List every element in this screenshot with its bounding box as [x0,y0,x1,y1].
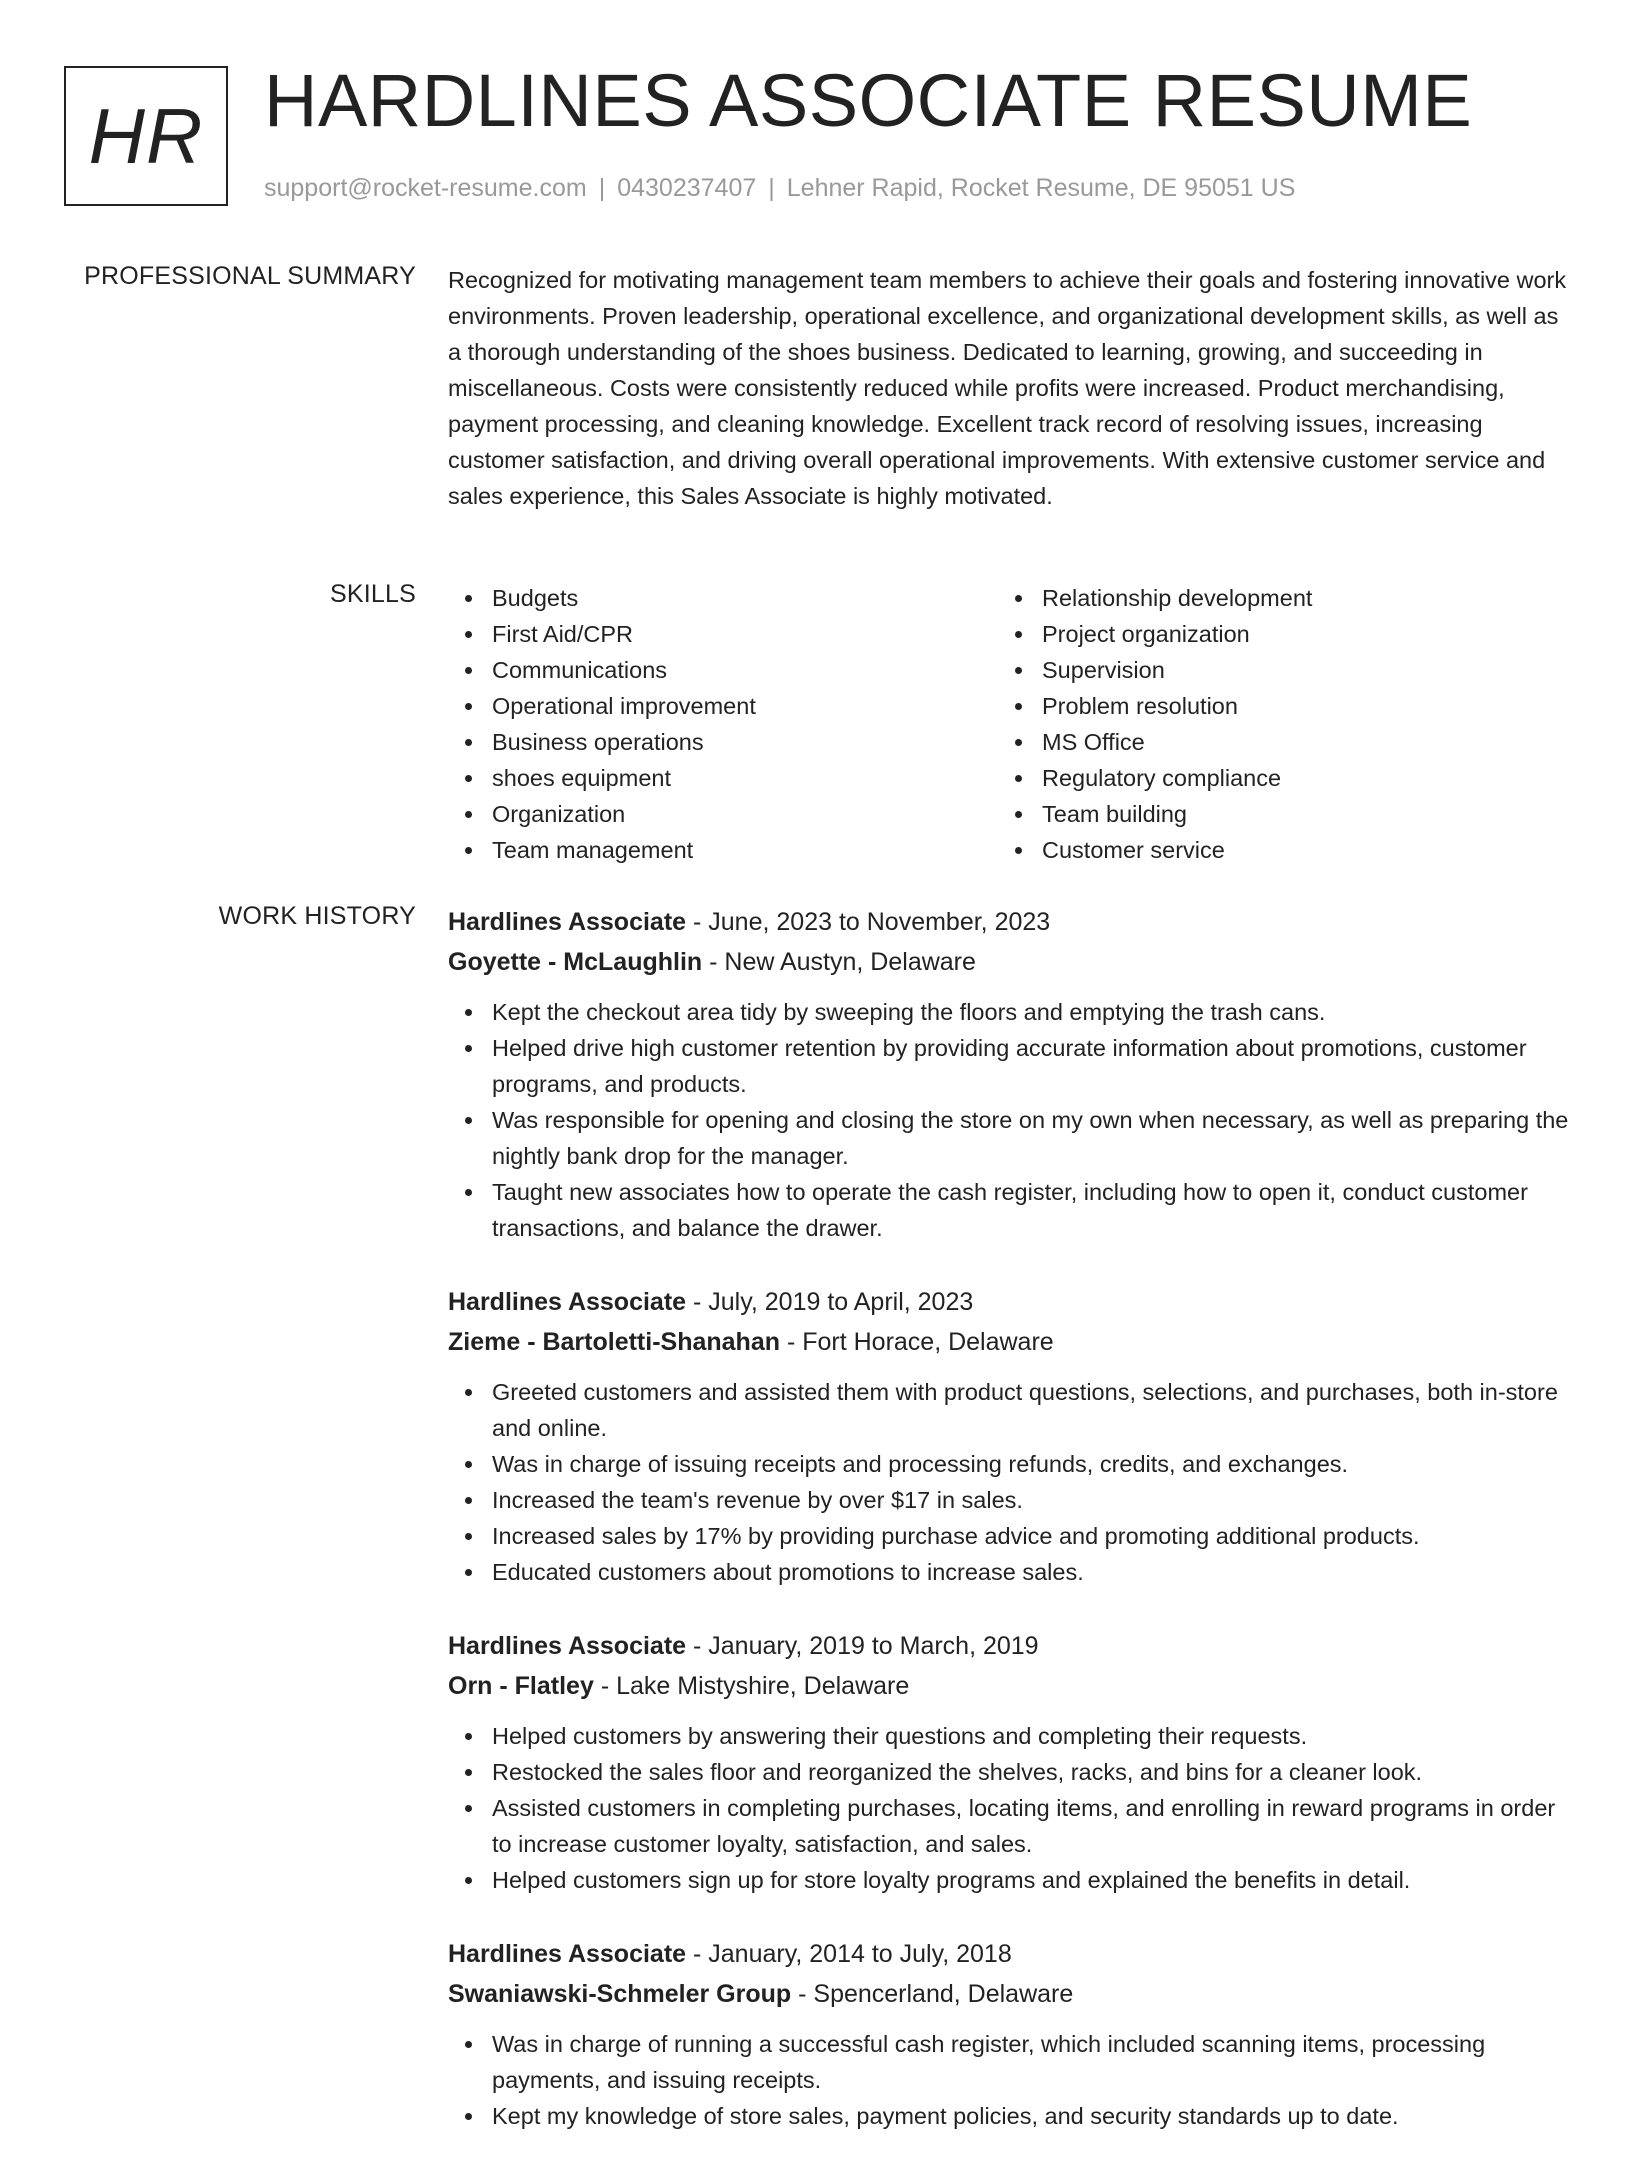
skills-body [448,580,1572,868]
job-location: - Fort Horace, Delaware [780,1328,1054,1356]
job-title-line [448,1934,1572,1974]
summary-body [448,262,1572,514]
job-title: Hardlines Associate [448,1940,687,1968]
job-duties-list [448,1718,1572,1898]
resume-header [64,59,1592,216]
list-item: Helped customers by answering their questions and completing their requests. [492,1718,1572,1754]
list-item: Kept the checkout area tidy by sweeping the floors and emptying the trash cans. [492,994,1572,1030]
list-item: Increased sales by 17% by providing purchase advice and promoting additional products. [492,1518,1572,1554]
job-title: Hardlines Associate [448,1632,687,1660]
list-item: Was in charge of running a successful cash register, which included scanning items, processing payments, and issuing receipts. [492,2026,1572,2098]
list-item: Greeted customers and assisted them with product questions, selections, and purchases, both in-store and online. [492,1374,1572,1446]
list-item: Was responsible for opening and closing the store on my own when necessary, as well as preparing the nightly bank drop for the manager. [492,1102,1572,1174]
list-item: Educated customers about promotions to increase sales. [492,1554,1572,1590]
job-entry [448,1626,1572,1898]
list-item: Budgets [492,580,998,616]
list-item: Helped drive high customer retention by providing accurate information about promotions, customer programs, and products. [492,1030,1572,1102]
list-item: First Aid/CPR [492,616,998,652]
contact-address: Lehner Rapid, Rocket Resume, DE 95051 US [786,174,1296,202]
list-item: Team management [492,832,998,868]
section-label-work-history: WORK HISTORY [218,902,416,930]
skills-list-left [448,580,998,868]
job-entry [448,1934,1572,2134]
list-item: Customer service [1042,832,1548,868]
list-item: Project organization [1042,616,1548,652]
list-item: Relationship development [1042,580,1548,616]
list-item: Organization [492,796,998,832]
job-company: Orn - Flatley [448,1672,594,1700]
job-title-line [448,1626,1572,1666]
skills-list-right [998,580,1548,868]
contact-email[interactable]: support@rocket-resume.com [264,174,587,202]
job-company-line [448,942,1572,982]
contact-line [264,174,1295,203]
list-item: Helped customers sign up for store loyalty programs and explained the benefits in detail. [492,1862,1572,1898]
contact-phone[interactable]: 0430237407 [617,174,757,202]
job-company-line [448,1322,1572,1362]
contact-separator: | [598,174,606,202]
list-item: Communications [492,652,998,688]
job-entry [448,1282,1572,1590]
job-company: Goyette - McLaughlin [448,948,703,976]
list-item: Regulatory compliance [1042,760,1548,796]
list-item: shoes equipment [492,760,998,796]
job-company-line [448,1974,1572,2014]
list-item: MS Office [1042,724,1548,760]
job-company: Swaniawski-Schmeler Group [448,1980,792,2008]
section-label-skills: SKILLS [330,580,416,608]
list-item: Supervision [1042,652,1548,688]
job-title-line [448,1282,1572,1322]
job-location: - Spencerland, Delaware [791,1980,1074,2008]
job-entry [448,902,1572,1246]
job-title: Hardlines Associate [448,1288,687,1316]
job-duties-list [448,2026,1572,2134]
job-location: - New Austyn, Delaware [702,948,976,976]
list-item: Problem resolution [1042,688,1548,724]
list-item: Taught new associates how to operate the cash register, including how to open it, conduct customer transactions, and balance the drawer. [492,1174,1572,1246]
section-label-summary: PROFESSIONAL SUMMARY [84,262,416,290]
job-dates: - June, 2023 to November, 2023 [686,908,1051,936]
job-company-line [448,1666,1572,1706]
list-item: Business operations [492,724,998,760]
list-item: Team building [1042,796,1548,832]
job-duties-list [448,994,1572,1246]
summary-text: Recognized for motivating management team members to achieve their goals and fostering innovative work environments. Proven leadership, operational excellence, and organizational development skills, as well as a thorough understanding of the shoes business. Dedicated to learning, growing, and succeeding in miscellaneous. Costs were consistently reduced while profits were increased. Product merchandising, payment processing, and cleaning knowledge. Excellent track record of resolving issues, increasing customer satisfaction, and driving overall operational improvements. With extensive customer service and sales experience, this Sales Associate is highly motivated. [448,267,1567,509]
job-location: - Lake Mistyshire, Delaware [593,1672,910,1700]
list-item: Assisted customers in completing purchases, locating items, and enrolling in reward programs in order to increase customer loyalty, satisfaction, and sales. [492,1790,1572,1862]
list-item: Kept my knowledge of store sales, payment policies, and security standards up to date. [492,2098,1572,2134]
page-title: HARDLINES ASSOCIATE RESUME [264,59,1473,142]
job-company: Zieme - Bartoletti-Shanahan [448,1328,780,1356]
job-dates: - July, 2019 to April, 2023 [686,1288,974,1316]
job-dates: - January, 2019 to March, 2019 [686,1632,1039,1660]
initials-monogram: HR [64,66,228,206]
list-item: Restocked the sales floor and reorganized the shelves, racks, and bins for a cleaner look. [492,1754,1572,1790]
job-title-line [448,902,1572,942]
work-history-body [448,902,1572,2170]
job-title: Hardlines Associate [448,908,687,936]
job-duties-list [448,1374,1572,1590]
list-item: Was in charge of issuing receipts and processing refunds, credits, and exchanges. [492,1446,1572,1482]
list-item: Operational improvement [492,688,998,724]
contact-separator: | [768,174,775,202]
job-dates: - January, 2014 to July, 2018 [686,1940,1012,1968]
list-item: Increased the team's revenue by over $17 in sales. [492,1482,1572,1518]
